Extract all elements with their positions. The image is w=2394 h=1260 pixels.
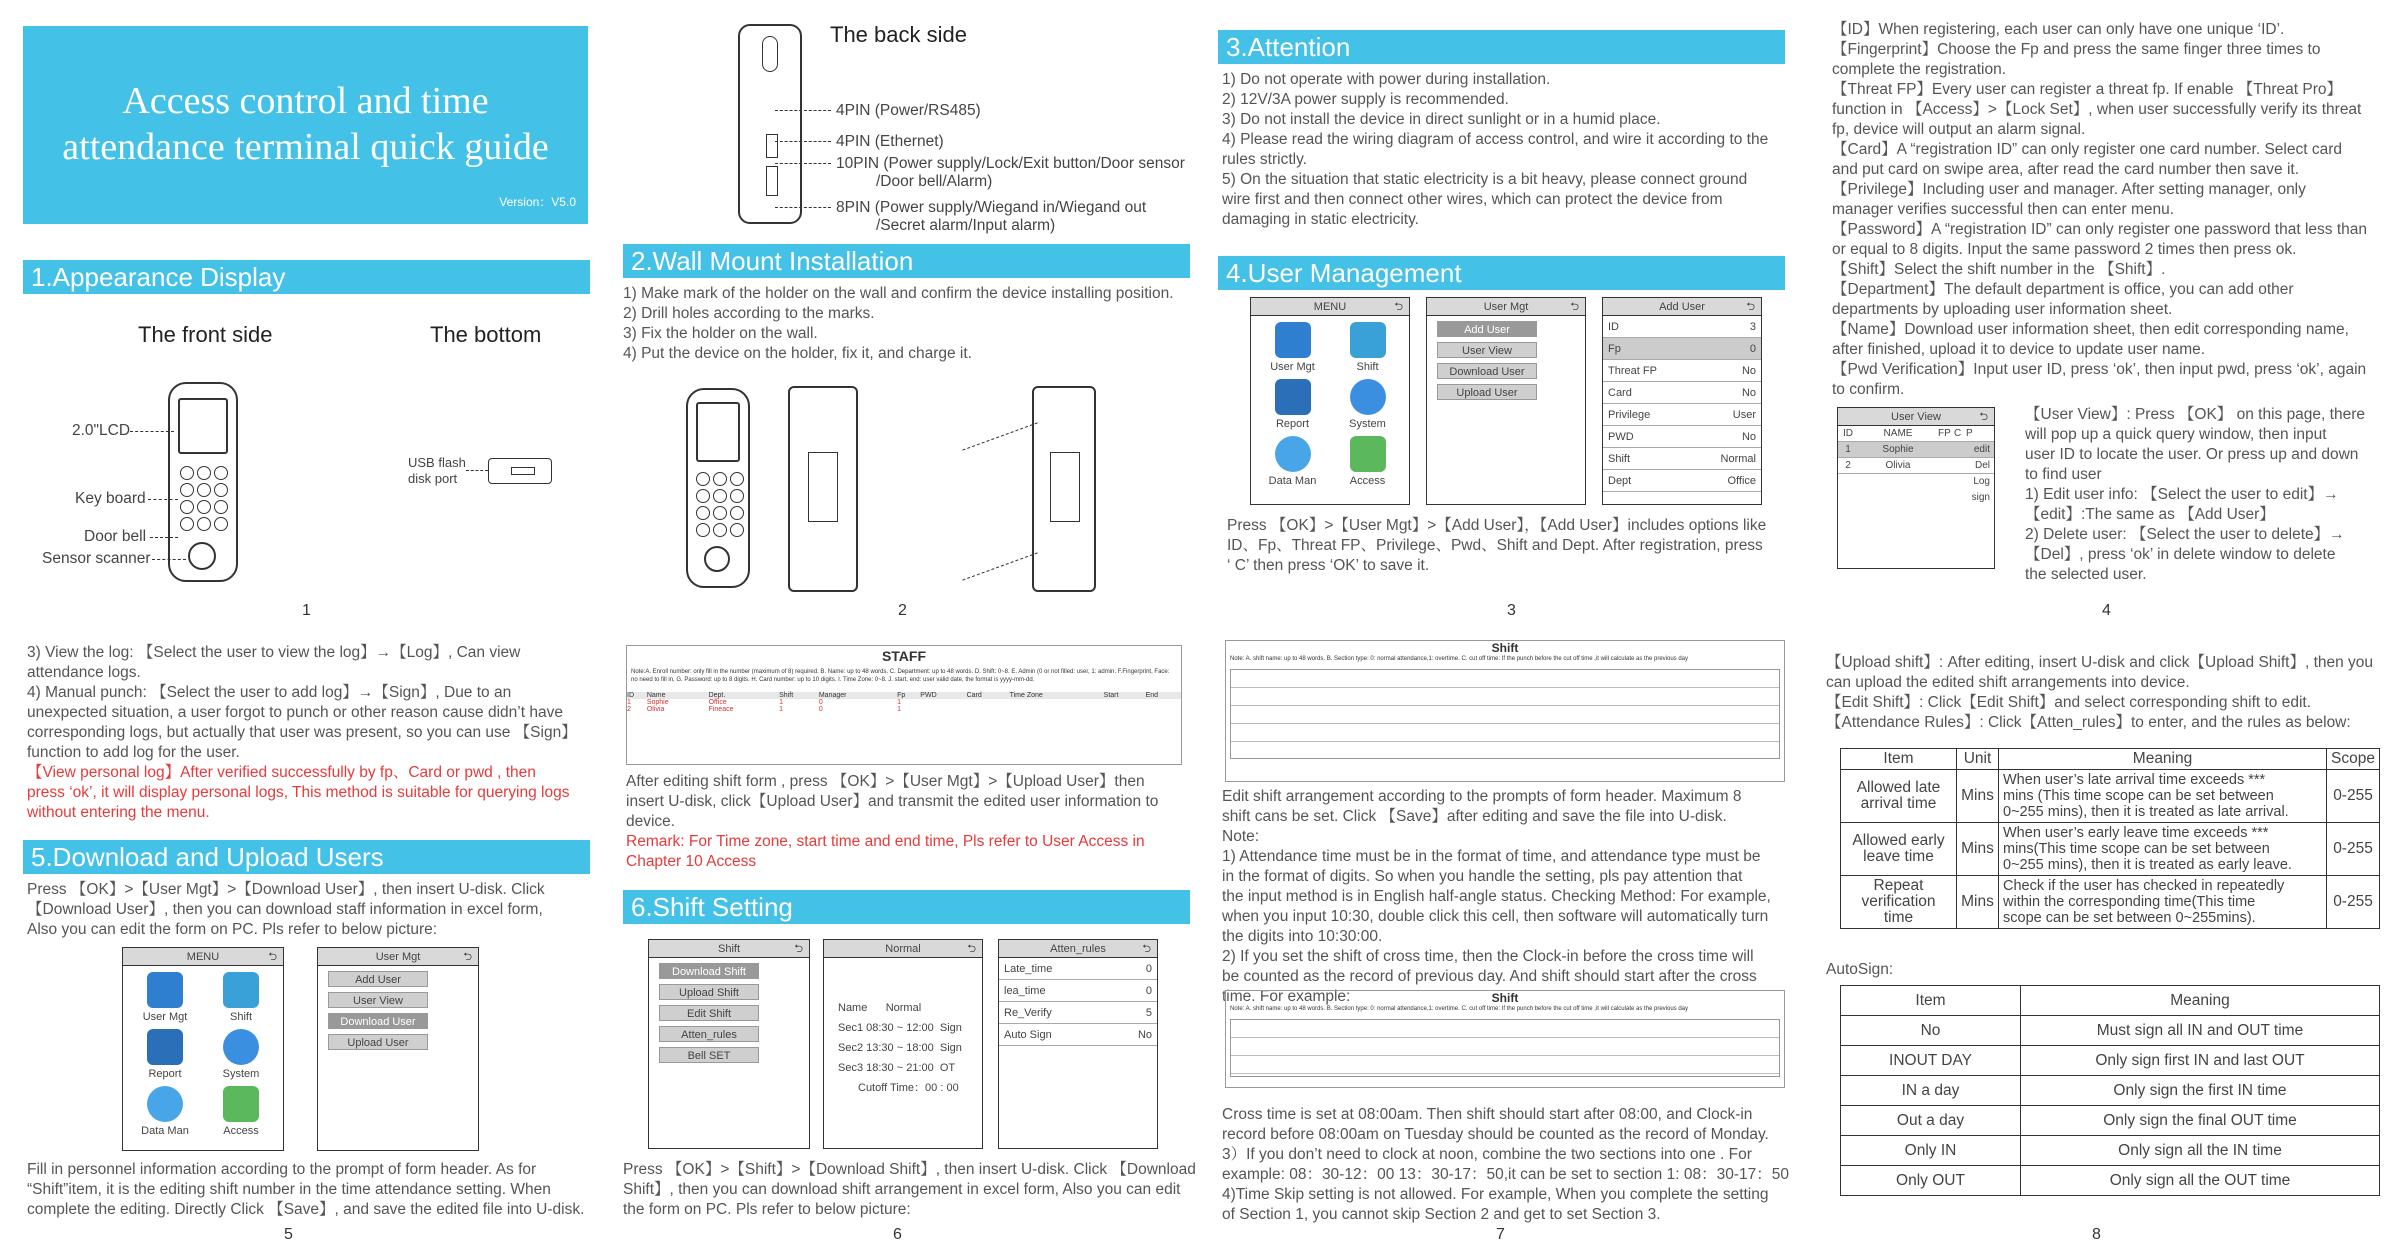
cover-version: Version：V5.0: [499, 195, 576, 209]
page-number: 2: [898, 602, 907, 619]
section-3-header: 3.Attention: [1218, 30, 1785, 64]
usb-label-2: disk port: [408, 471, 458, 486]
usb-label-1: USB flash: [408, 455, 466, 470]
user-view-screen: User View ⮌ ID NAME FP C P 1 Sophie edit 2 Olivia Del Log sign: [1837, 407, 1995, 569]
page-number: 8: [2092, 1226, 2101, 1243]
menu-screen-p5: MENU ⮌ User Mgt Shift Report System Data Man Access: [122, 947, 284, 1151]
front-device-illustration: [168, 382, 238, 582]
pin2-label: 4PIN (Ethernet): [836, 133, 944, 150]
page5-text-a: 3) View the log: 【Select the user to view the log】→【Log】, Can view attendance logs. 4) Manual punch: 【Select the user to add log】→【Sign】, Due to an unexpected situation, a user forgot to punch or other reason cause didn’t have corresponding logs, but actually that user was present, so you can use 【Sign】 function to add log for the user. 【View personal log】After verified successfully by fp、Card or pwd , then press ‘ok’, it will display personal logs, This method is suitable for querying logs without entering the menu.: [27, 644, 577, 821]
usermgt-screen-p5: User Mgt ⮌ Add User User View Download User Upload User: [317, 947, 479, 1151]
section-5-header: 5.Download and Upload Users: [23, 840, 590, 874]
pin4-label-a: 8PIN (Power supply/Wiegand in/Wiegand out: [836, 199, 1147, 216]
adduser-desc: Press 【OK】>【User Mgt】>【Add User】，【Add User】includes options like ID、Fp、Threat FP、Privilege、Pwd、Shift and Dept. After registration, press ‘ C’ then press ‘OK’ to save it.: [1227, 517, 1767, 574]
autosign-table: Item Meaning No Must sign all IN and OUT time INOUT DAY Only sign first IN and last OUT IN a day Only sign the first IN time Out a day Only sign the final OUT time Only IN Only sign all the IN time Only OUT Only sign all the OUT time: [1840, 985, 2380, 1196]
atten-rules-screen: Atten_rules ⮌ Late_time 0 lea_time 0 Re_Verify 5 Auto Sign No: [998, 939, 1158, 1149]
pin3-label-b: /Door bell/Alarm): [876, 173, 993, 190]
section-6-header: 6.Shift Setting: [623, 890, 1190, 924]
bottom-label: The bottom: [430, 322, 542, 347]
shift-sheet-1: Shift Note: A. shift name: up to 48 words. B. Section type: 0: normal attendance,1: overtime. C. cut off time: If the punch before the cut off time ,it will calculate as the previous day: [1225, 640, 1785, 782]
cover-banner: [23, 26, 588, 224]
pin4-label-b: /Secret alarm/Input alarm): [876, 217, 1056, 234]
sensor-label: Sensor scanner: [42, 550, 151, 567]
page5-text-b: Press 【OK】>【User Mgt】>【Download User】, then insert U-disk. Click 【Download User】, then you can download staff information in excel form, Also you can edit the form on PC. Pls refer to below picture:: [27, 881, 545, 938]
front-side-label: The front side: [138, 322, 273, 347]
page5-text-c: Fill in personnel information according to the prompt of form header. As for “Shift”item, it is the editing shift number in the time attendance setting. When complete the editing. Directly Click 【Save】, and save the edited file into U-disk.: [27, 1161, 585, 1218]
page-number: 6: [893, 1226, 902, 1243]
pin3-label-a: 10PIN (Power supply/Lock/Exit button/Door sensor: [836, 155, 1185, 172]
menu-screen: MENU ⮌ User Mgt Shift Report System Data Man Access: [1250, 297, 1410, 505]
back-side-label: The back side: [830, 22, 967, 47]
page7-text-b: Cross time is set at 08:00am. Then shift should start after 08:00, and Clock-in record before 08:00am on Tuesday should be counted as the record of Monday. 3）If you don’t need to clock at noon, combine the two sections into one . For example: 08：30-12：00 13：30-17：50,it can be set to section 1: 08：30-17：50 4)Time Skip setting is not allowed. For example, When you complete the setting of Section 1, you cannot skip Section 2 and get to set Section 3.: [1222, 1106, 1789, 1223]
section-2-header: 2.Wall Mount Installation: [623, 244, 1190, 278]
shift-screen: Shift ⮌ Download Shift Upload Shift Edit Shift Atten_rules Bell SET: [648, 939, 810, 1149]
attention-list: 1) Do not operate with power during installation. 2) 12V/3A power supply is recommended. 3) Do not install the device in direct sunlight or in a humid place. 4) Please read the wiring diagram of access control, and wire it according to the rules strictly. 5) On the situation that static electricity is a bit heavy, please connect ground wire first and then connect other wires, which can protect the device from damaging in static electricity.: [1222, 71, 1769, 228]
keyboard-label: Key board: [75, 490, 146, 507]
staff-sheet: STAFF Note:A. Enroll number: only fill in the number (maximum of 8) required. B. Name: up to 48 words. C. Department: up to 48 words. D. Shift: 0~8. E. Admin (0 or not filled: user, 1: admin. F.Fingerprint, Face: no need to fill in, G. Password: up to 8 digits. H. Card number: up to 10 digits. I. Time Zone: 0~8. J. start, end: user valid date, the format is yyyy-mm-dd. ID Name Dept. Shift Manager Fp PWD Card Time Zone Start End 1 Sophie Office 1 0 1 2 Olivia Fineace 1 0 1: [626, 645, 1182, 765]
page-number: 7: [1496, 1226, 1505, 1243]
section-4-header: 4.User Management: [1218, 256, 1785, 290]
shift-sheet-2: Shift Note: A. shift name: up to 48 words. B. Section type: 0: normal attendance,1: overtime. C. cut off time: If the punch before the cut off time ,it will calculate as the previous day: [1225, 990, 1785, 1088]
user-view-desc: 【User View】: Press 【OK】 on this page, there will pop up a quick query window, then input user ID to locate the user. Or press up and down to find user 1) Edit user info: 【Select the user to edit】→ 【edit】:The same as 【Add User】 2) Delete user: 【Select the user to delete】→ 【Del】, press ‘ok’ in delete window to delete the selected user.: [2025, 406, 2365, 583]
section-1-header: 1.Appearance Display: [23, 260, 590, 294]
page4-field-list: 【ID】When registering, each user can only have one unique ‘ID’. 【Fingerprint】Choose the Fp and press the same finger three times to complete the registration. 【Threat FP】Every user can register a threat fp. If enable 【Threat Pro】 function in 【Access】>【Lock Set】, when user successfully verify its threat fp, device will output an alarm signal. 【Card】A “registration ID” can only register one card number. Select card and put card on swipe area, after read the card number then save it. 【Privilege】Including user and manager. After setting manager, only manager verifies successful then can enter menu. 【Password】A “registration ID” can only register one password that less than or equal to 8 digits. Input the same password 2 times then press ok. 【Shift】Select the shift number in the 【Shift】. 【Department】The default department is office, you can add other departments by uploading user information sheet. 【Name】Download user information sheet, then edit corresponding name, after finished, upload it to device to update user name. 【Pwd Verification】Input user ID, press ‘ok’, then input pwd, press ‘ok’, again to confirm.: [1832, 21, 2367, 398]
page2-steps: 1) Make mark of the holder on the wall and confirm the device installing position. 2) Drill holes according to the marks. 3) Fix the holder on the wall. 4) Put the device on the holder, fix it, and charge it.: [623, 285, 1174, 362]
lcd-label: 2.0"LCD: [72, 422, 131, 439]
device-install-illustration: [686, 388, 750, 588]
attendance-rules-table: Item Unit Meaning Scope Allowed late arrival time Mins When user’s late arrival time exceeds *** mins (This time scope can be set between 0~255 mins), then it is treated as late arrival. 0-255 Allowed early leave time Mins When user’s early leave time exceeds *** mins(This time scope can be set between 0~255 mins), then it is treated as early leave. 0-255 Repeat verification time Mins Check if the user has checked in repeatedly within the corresponding time(This time scope can be set between 0~255mins). 0-255: [1840, 748, 2380, 929]
cover-title-1: Access control and time: [122, 80, 489, 122]
usb-port-illustration: [488, 458, 552, 484]
page6-text-b: Press 【OK】>【Shift】>【Download Shift】, then insert U-disk. Click 【Download Shift】, then you can download shift arrangement in excel form, Also you can edit the form on PC. Pls refer to below picture:: [623, 1161, 1196, 1218]
back-device-illustration: [738, 24, 802, 224]
page-number: 1: [302, 602, 311, 619]
holder-illustration: [788, 386, 858, 592]
holder-wall-illustration: [1032, 386, 1096, 592]
adduser-screen: Add User ⮌ ID 3 Fp 0 Threat FP No Card No Privilege User PWD No Shift Normal Dept Office: [1602, 297, 1762, 505]
page-number: 3: [1507, 602, 1516, 619]
normal-shift-screen: Normal ⮌ Name Normal Sec1 08:30 ~ 12:00 Sign Sec2 13:30 ~ 18:00 Sign Sec3 18:30 ~ 21:00 OT Cutoff Time：00 : 00: [823, 939, 983, 1149]
page-number: 4: [2102, 602, 2111, 619]
page-number: 5: [284, 1226, 293, 1243]
page6-text-a: After editing shift form , press 【OK】>【User Mgt】>【Upload User】then insert U-disk, click【Upload User】and transmit the edited user information to device. Remark: For Time zone, start time and end time, Pls refer to User Access in Chapter 10 Access: [626, 773, 1159, 870]
pin1-label: 4PIN (Power/RS485): [836, 102, 981, 119]
doorbell-label: Door bell: [84, 528, 147, 545]
usermgt-screen: User Mgt ⮌ Add User User View Download User Upload User: [1426, 297, 1586, 505]
page8-text: 【Upload shift】: After editing, insert U-disk and click【Upload Shift】, then you can upload the edited shift arrangements into device. 【Edit Shift】: Click【Edit Shift】and select corresponding shift to edit. 【Attendance Rules】: Click【Atten_rules】to enter, and the rules as below:: [1826, 654, 2374, 731]
page7-text-a: Edit shift arrangement according to the prompts of form header. Maximum 8 shift cans be set. Click 【Save】after editing and save the file into U-disk. Note: 1) Attendance time must be in the format of time, and attendance type must be in the format of digits. So when you handle the setting, pls pay attention that the input method is in English half-angle status. Checking Method: For example, when you input 10:30, double click this cell, then software will automatically turn the digits into 10:30:00. 2) If you set the shift of cross time, then the Clock-in before the cross time will be counted as the record of previous day. And shift should start after the cross time. For example:: [1222, 788, 1771, 1005]
autosign-label: AutoSign:: [1826, 961, 1894, 978]
cover-title-2: attendance terminal quick guide: [62, 126, 549, 168]
